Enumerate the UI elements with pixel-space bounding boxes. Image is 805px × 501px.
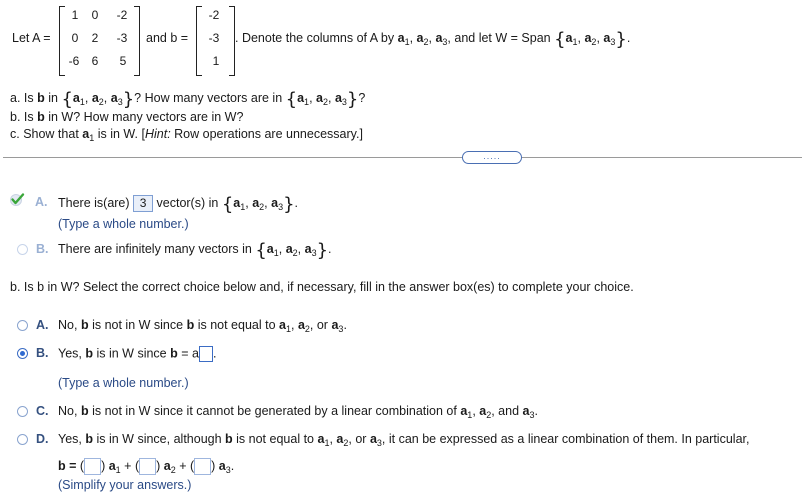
part-b-option-b-radio[interactable] [17,348,28,359]
vector-b-left-bracket [196,6,202,76]
question-c: c. Show that $a_1$ is in W. [Hint: Row operations are unnecessary.] [10,127,363,143]
part-b-subscript-input[interactable] [199,346,213,362]
and-b-label: and b = [146,31,189,45]
matrix-a-cell: 0 [71,31,79,45]
part-b-option-d-radio[interactable] [17,434,28,445]
coefficient-input-1[interactable] [84,458,101,475]
section-divider [3,157,802,158]
matrix-a-cell: 1 [71,8,79,22]
correct-check-icon [10,192,25,207]
question-a: a. Is b in {$a_1$, $a_2$, $a_3$}? How many vectors are in {$a_1$, $a_2$, $a_3$}? [10,89,366,110]
part-a-option-b-radio[interactable] [17,244,28,255]
part-b-option-d-equation: b = ( ) $a_1$ + ( ) $a_2$ + ( ) $a_3$. [58,458,235,475]
vector-b-cell: -2 [208,8,220,22]
part-b-option-a-radio[interactable] [17,320,28,331]
matrix-a-cell: 6 [91,54,99,68]
part-b-option-b-letter: B. [36,346,49,360]
part-a-option-a: There is(are) 3 vector(s) in {$a_1$, $a_2$, $a_3$}. [58,193,299,215]
matrix-a-cell: 5 [119,54,127,68]
part-b-option-a-letter: A. [36,318,49,332]
vector-b-cell: 1 [212,54,220,68]
part-a-answer-box[interactable]: 3 [133,195,153,212]
coefficient-input-2[interactable] [139,458,156,475]
part-b-option-d-letter: D. [36,432,49,446]
let-a-label: Let A = [12,31,51,45]
matrix-a-cell: -2 [116,8,128,22]
denote-columns-text: . Denote the columns of A by $a_1$, $a_2$, $a_3$, and let W = Span {$a_1$, $a_2$, $a_3$}. [235,29,631,50]
part-b-option-c: No, b is not in W since it cannot be generated by a linear combination of $a_1$, $a_2$, and $a_3$. [58,404,538,420]
part-a-option-b-letter: B. [36,242,49,256]
part-b-option-a: No, b is not in W since b is not equal to $a_1$, $a_2$, or $a_3$. [58,318,347,334]
part-b-option-d: Yes, b is in W since, although b is not equal to $a_1$, $a_2$, or $a_3$, it can be expressed as a linear combination of them. In particular, [58,432,750,448]
part-b-option-d-note: (Simplify your answers.) [58,478,192,492]
part-a-option-a-letter: A. [35,195,48,209]
part-b-option-c-radio[interactable] [17,406,28,417]
question-b: b. Is b in W? How many vectors are in W? [10,110,244,124]
part-a-note: (Type a whole number.) [58,217,189,231]
part-b-option-b-note: (Type a whole number.) [58,376,189,390]
matrix-a-right-bracket [134,6,140,76]
matrix-a-cell: 2 [91,31,99,45]
part-b-prompt: b. Is b in W? Select the correct choice below and, if necessary, fill in the answer box(es) to complete your choice. [10,280,634,294]
matrix-a-cell: -3 [116,31,128,45]
part-b-option-b: Yes, b is in W since b = a . [58,346,217,361]
coefficient-input-3[interactable] [194,458,211,475]
part-a-option-b: There are infinitely many vectors in {$a_1$, $a_2$, $a_3$}. [58,240,332,261]
part-b-option-c-letter: C. [36,404,49,418]
matrix-a-cell: 0 [91,8,99,22]
vector-b-cell: -3 [208,31,220,45]
matrix-a-cell: -6 [68,54,80,68]
expand-button[interactable]: ..... [462,151,522,164]
